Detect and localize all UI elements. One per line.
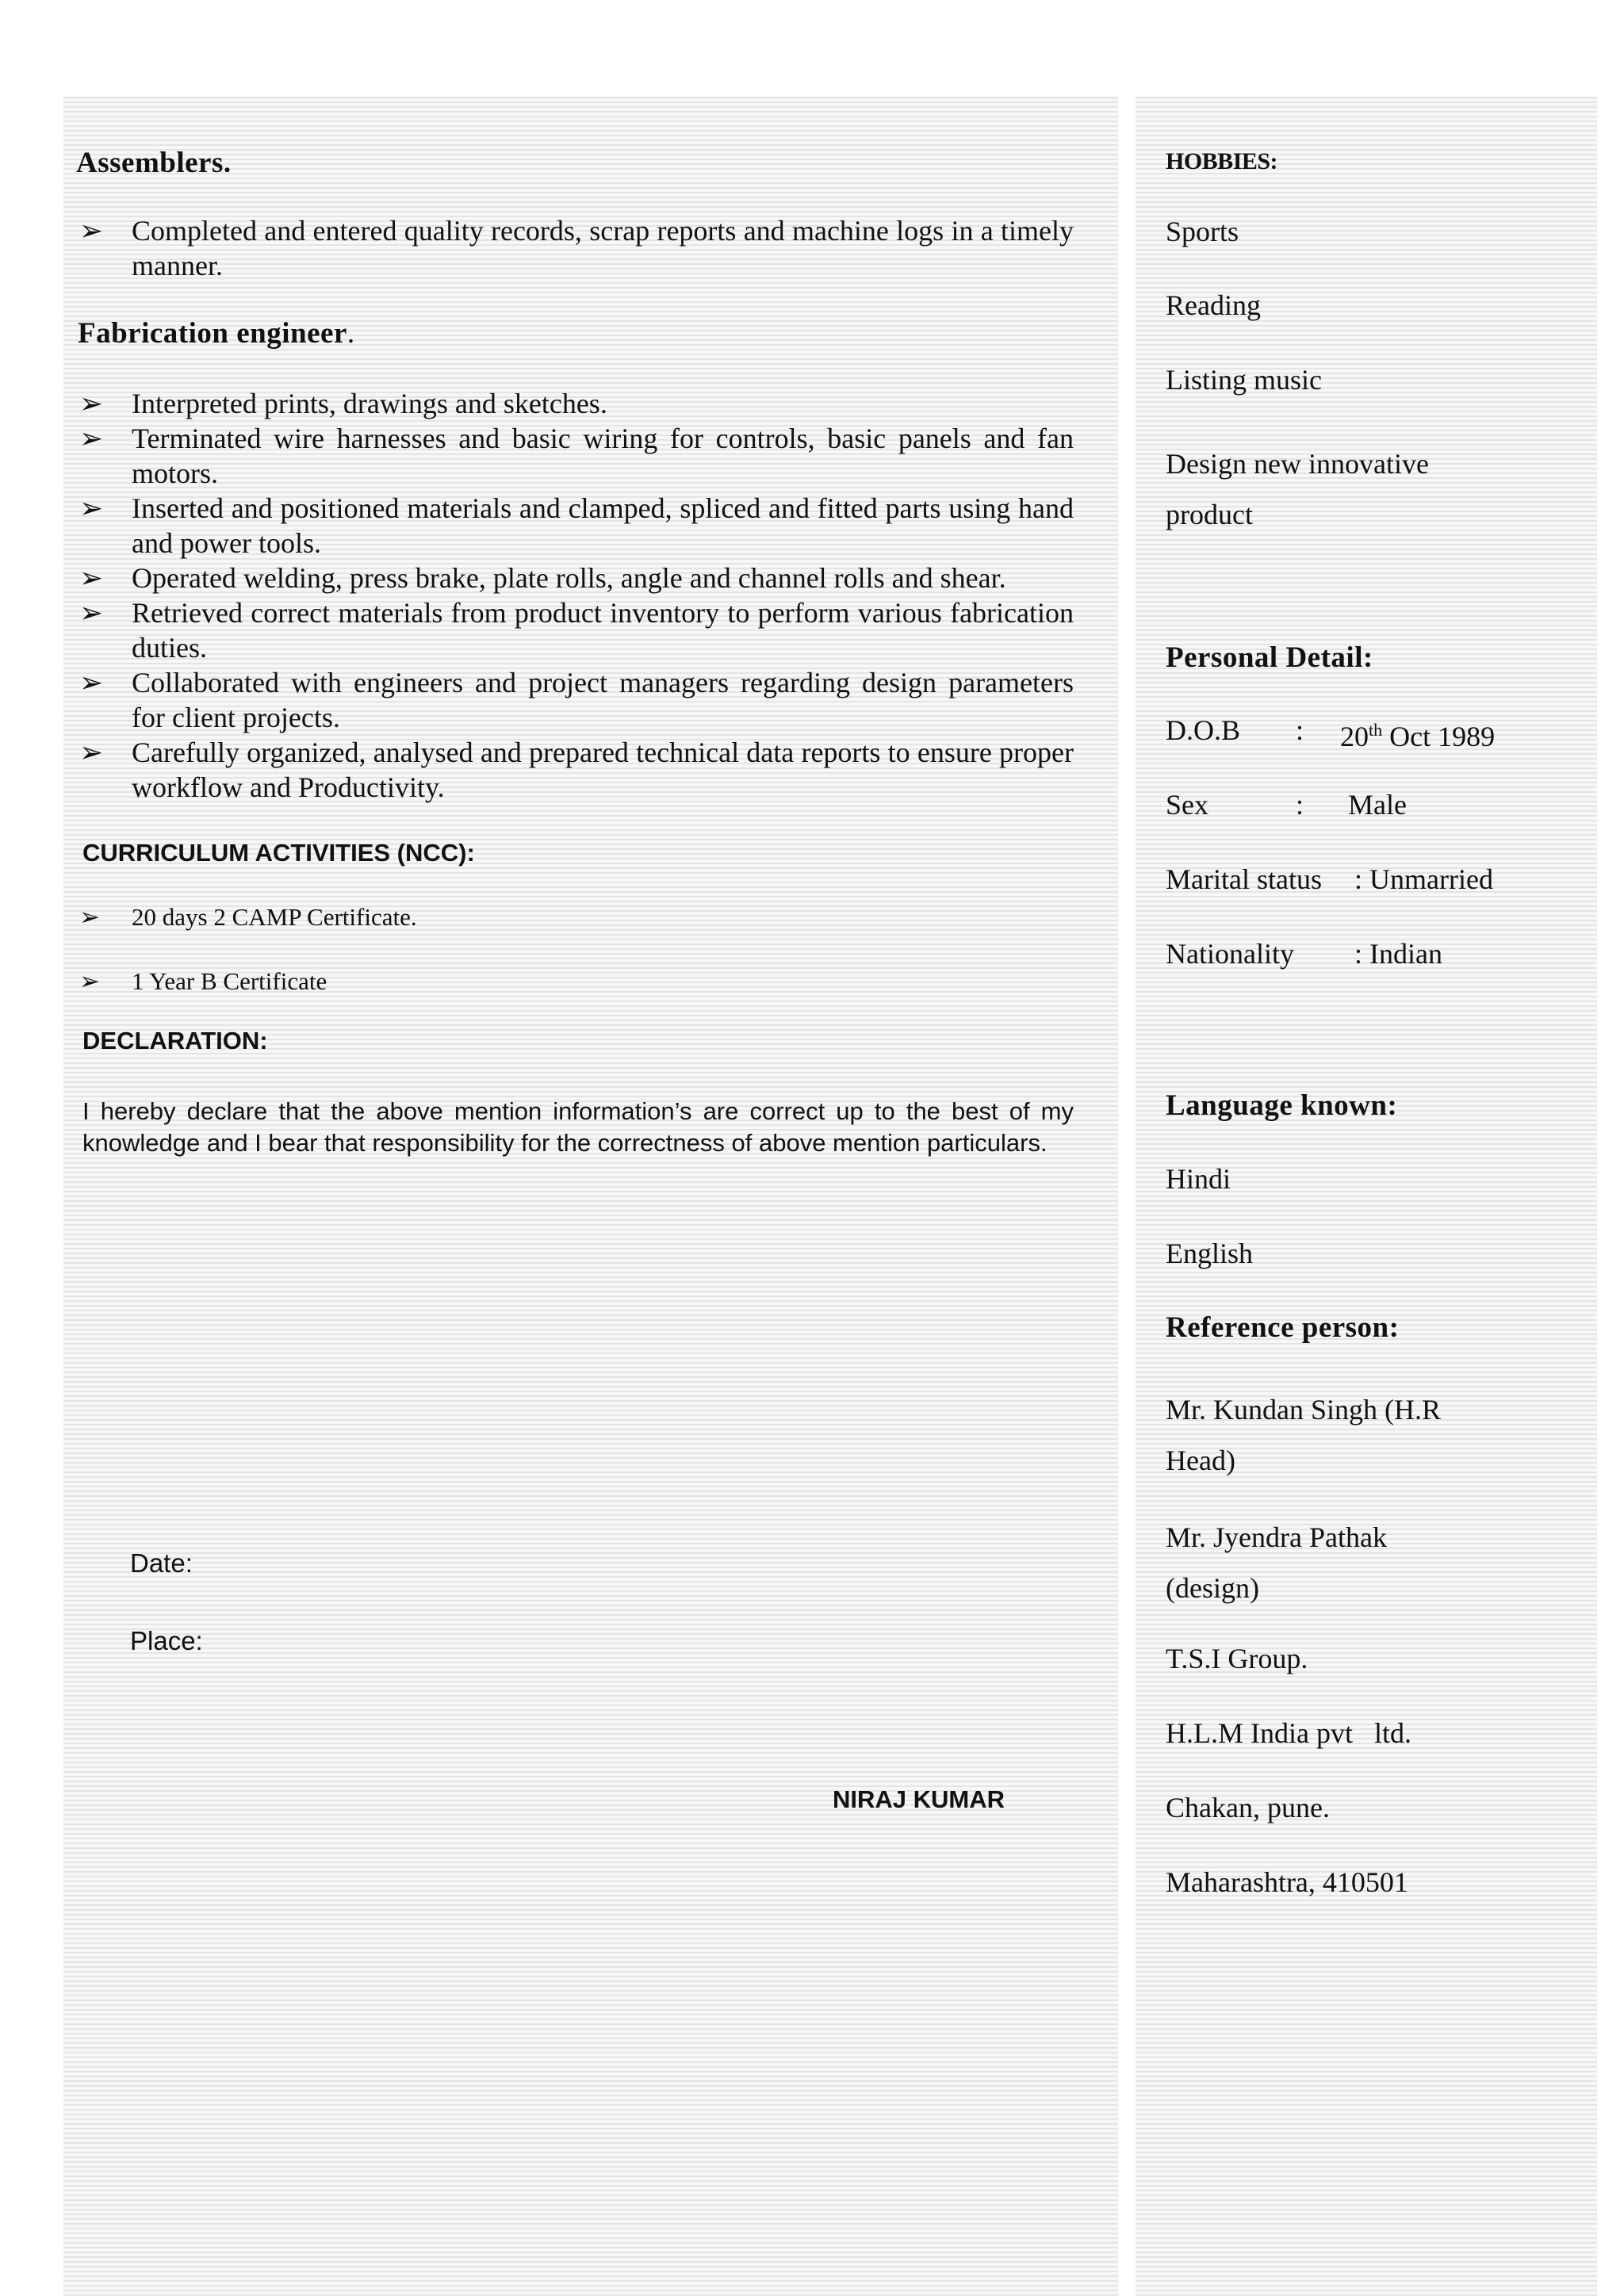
hobby-item: Sports (1166, 216, 1239, 247)
list-item: ➢ Carefully organized, analysed and prepared technical data reports to ensure proper workflow and Productivity. (79, 737, 1074, 803)
reference-item: T.S.I Group. (1166, 1643, 1308, 1674)
arrow-bullet-icon: ➢ (79, 667, 104, 698)
hobby-item: Listing music (1166, 364, 1322, 396)
arrow-bullet-icon: ➢ (79, 597, 104, 629)
list-item: ➢ Interpreted prints, drawings and sketches. (79, 388, 607, 419)
list-item: ➢ Inserted and positioned materials and clamped, spliced and fitted parts using hand and power tools. (79, 492, 1074, 559)
list-item: ➢ Operated welding, press brake, plate rolls, angle and channel rolls and shear. (79, 562, 1006, 594)
reference-item: Chakan, pune. (1166, 1792, 1330, 1823)
list-item: ➢ Completed and entered quality records, scrap reports and machine logs in a timely manner. (79, 215, 1074, 281)
reference-heading: Reference person: (1166, 1311, 1400, 1344)
hobby-item: Reading (1166, 289, 1261, 321)
language-item: English (1166, 1238, 1254, 1269)
arrow-bullet-icon: ➢ (79, 903, 100, 931)
fabrication-heading: Fabrication engineer. (78, 317, 355, 350)
arrow-bullet-icon: ➢ (79, 967, 100, 995)
nationality-row: Nationality : Indian (1166, 938, 1442, 970)
list-item: ➢ 1 Year B Certificate (79, 966, 1074, 997)
sex-row: Sex : Male (1166, 789, 1407, 821)
assemblers-heading: Assemblers. (76, 147, 232, 179)
right-column-panel (1136, 97, 1597, 2296)
arrow-bullet-icon: ➢ (79, 423, 104, 454)
curriculum-list (79, 901, 1074, 997)
list-item: ➢ 20 days 2 CAMP Certificate. (79, 901, 1074, 933)
declaration-heading: DECLARATION: (82, 1027, 268, 1054)
arrow-bullet-icon: ➢ (79, 492, 104, 524)
signature-name: NIRAJ KUMAR (833, 1785, 1005, 1813)
marital-row: Marital status : Unmarried (1166, 863, 1493, 895)
list-item: ➢ Collaborated with engineers and project managers regarding design parameters for client projects. (79, 667, 1074, 733)
arrow-bullet-icon: ➢ (79, 215, 104, 247)
hobbies-heading: HOBBIES: (1166, 148, 1278, 174)
dob-value: 20th Oct 1989 (1340, 720, 1496, 752)
reference-item: Maharashtra, 410501 (1166, 1866, 1408, 1898)
personal-detail-heading: Personal Detail: (1166, 641, 1373, 674)
assemblers-list (79, 213, 1074, 283)
date-label: Date: (130, 1548, 193, 1578)
reference-item: H.L.M India pvt ltd. (1166, 1717, 1411, 1749)
place-label: Place: (130, 1626, 203, 1655)
language-item: Hindi (1166, 1163, 1231, 1195)
arrow-bullet-icon: ➢ (79, 737, 104, 768)
list-item: ➢ Terminated wire harnesses and basic wiring for controls, basic panels and fan motors. (79, 423, 1074, 489)
hobby-item: Design new innovative product (1166, 448, 1429, 530)
dob-row: D.O.B : 20th Oct 1989 (1166, 714, 1496, 752)
fabrication-list (79, 386, 1074, 805)
reference-item: Mr. Kundan Singh (H.R Head) (1166, 1394, 1442, 1476)
language-heading: Language known: (1166, 1089, 1398, 1122)
reference-item: Mr. Jyendra Pathak (design) (1166, 1521, 1387, 1604)
declaration-text: I hereby declare that the above mention information’s are correct up to the best of my knowledge and I bear that responsibility for the correctness of above mention particulars. (82, 1097, 1074, 1157)
arrow-bullet-icon: ➢ (79, 388, 104, 419)
curriculum-heading: CURRICULUM ACTIVITIES (NCC): (82, 839, 475, 867)
list-item: ➢ Retrieved correct materials from product inventory to perform various fabrication duties. (79, 597, 1074, 664)
arrow-bullet-icon: ➢ (79, 562, 104, 594)
